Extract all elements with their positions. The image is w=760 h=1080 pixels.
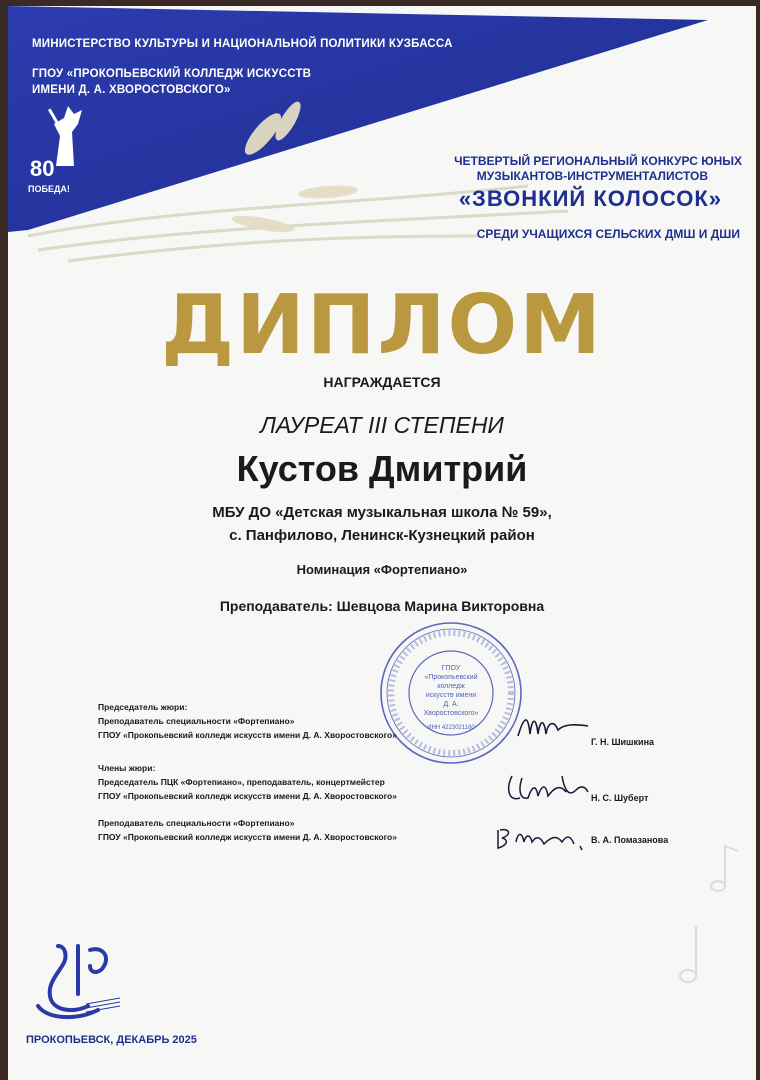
stamp-center-line6: Хворостовского» <box>423 710 479 717</box>
jury-member1-role: Председатель ПЦК «Фортепиано», преподаватель, концертмейстер <box>98 777 385 787</box>
rank-label: ЛАУРЕАТ III СТЕПЕНИ <box>260 412 504 438</box>
jury-chair-title: Председатель жюри: <box>98 702 188 712</box>
jury-member1-org: ГПОУ «Прокопьевский колледж искусств имени Д. А. Хворостовского» <box>98 791 397 801</box>
contest-line1: ЧЕТВЕРТЫЙ РЕГИОНАЛЬНЫЙ КОНКУРС ЮНЫХ <box>454 154 742 168</box>
jury-chair-org: ГПОУ «Прокопьевский колледж искусств имени Д. А. Хворостовского» <box>98 730 397 740</box>
jury-member2-name: В. А. Помазанова <box>591 835 669 845</box>
contest-line4: СРЕДИ УЧАЩИХСЯ СЕЛЬСКИХ ДМШ И ДШИ <box>476 227 740 241</box>
diploma-sheet <box>8 6 756 1080</box>
official-stamp <box>376 618 526 768</box>
college-name-line1: ГПОУ «ПРОКОПЬЕВСКИЙ КОЛЛЕДЖ ИСКУССТВ <box>32 68 312 80</box>
school-line1: МБУ ДО «Детская музыкальная школа № 59», <box>212 504 552 521</box>
contest-name: «ЗВОНКИЙ КОЛОСОК» <box>458 186 722 211</box>
victory-number: 80 <box>30 156 55 181</box>
awarded-label: НАГРАЖДАЕТСЯ <box>323 374 441 390</box>
place-date: ПРОКОПЬЕВСК, ДЕКАБРЬ 2025 <box>26 1034 197 1046</box>
diploma-title: ДИПЛОМ <box>161 278 603 373</box>
stamp-center-line3: колледж <box>437 683 465 690</box>
stamp-center-line1: ГПОУ <box>441 665 461 672</box>
signature-pomazanova <box>492 820 592 856</box>
school-line2: с. Панфилово, Ленинск-Кузнецкий район <box>229 527 535 544</box>
stamp-center-line2: «Прокопьевский <box>424 674 478 681</box>
college-name-line2: ИМЕНИ Д. А. ХВОРОСТОВСКОГО» <box>32 84 231 96</box>
stamp-center-line4: искусств имени <box>425 692 477 699</box>
teacher: Преподаватель: Шевцова Марина Викторовна <box>219 598 545 614</box>
music-notes-decoration <box>648 826 748 1026</box>
victory-text: ПОБЕДА! <box>28 184 70 194</box>
stamp-inn: ИНН 4223021160 <box>427 725 475 731</box>
recipient-name: Кустов Дмитрий <box>236 448 528 489</box>
stamp-center-line5: Д. А. <box>443 701 459 708</box>
college-logo <box>28 936 128 1026</box>
nomination: Номинация «Фортепиано» <box>296 562 468 577</box>
jury-member1-name: Н. С. Шуберт <box>591 793 649 803</box>
jury-chair-name: Г. Н. Шишкина <box>591 737 655 747</box>
jury-members-title: Члены жюри: <box>98 763 156 773</box>
jury-chair-role: Преподаватель специальности «Фортепиано» <box>98 716 295 726</box>
ministry-name: МИНИСТЕРСТВО КУЛЬТУРЫ И НАЦИОНАЛЬНОЙ ПОЛИТИКИ КУЗБАССА <box>32 38 453 50</box>
signature-shubert <box>502 768 592 808</box>
jury-member2-org: ГПОУ «Прокопьевский колледж искусств имени Д. А. Хворостовского» <box>98 832 397 842</box>
contest-line2: МУЗЫКАНТОВ-ИНСТРУМЕНТАЛИСТОВ <box>476 169 708 183</box>
jury-member2-role: Преподаватель специальности «Фортепиано» <box>98 818 295 828</box>
signature-shishkina <box>514 706 594 746</box>
